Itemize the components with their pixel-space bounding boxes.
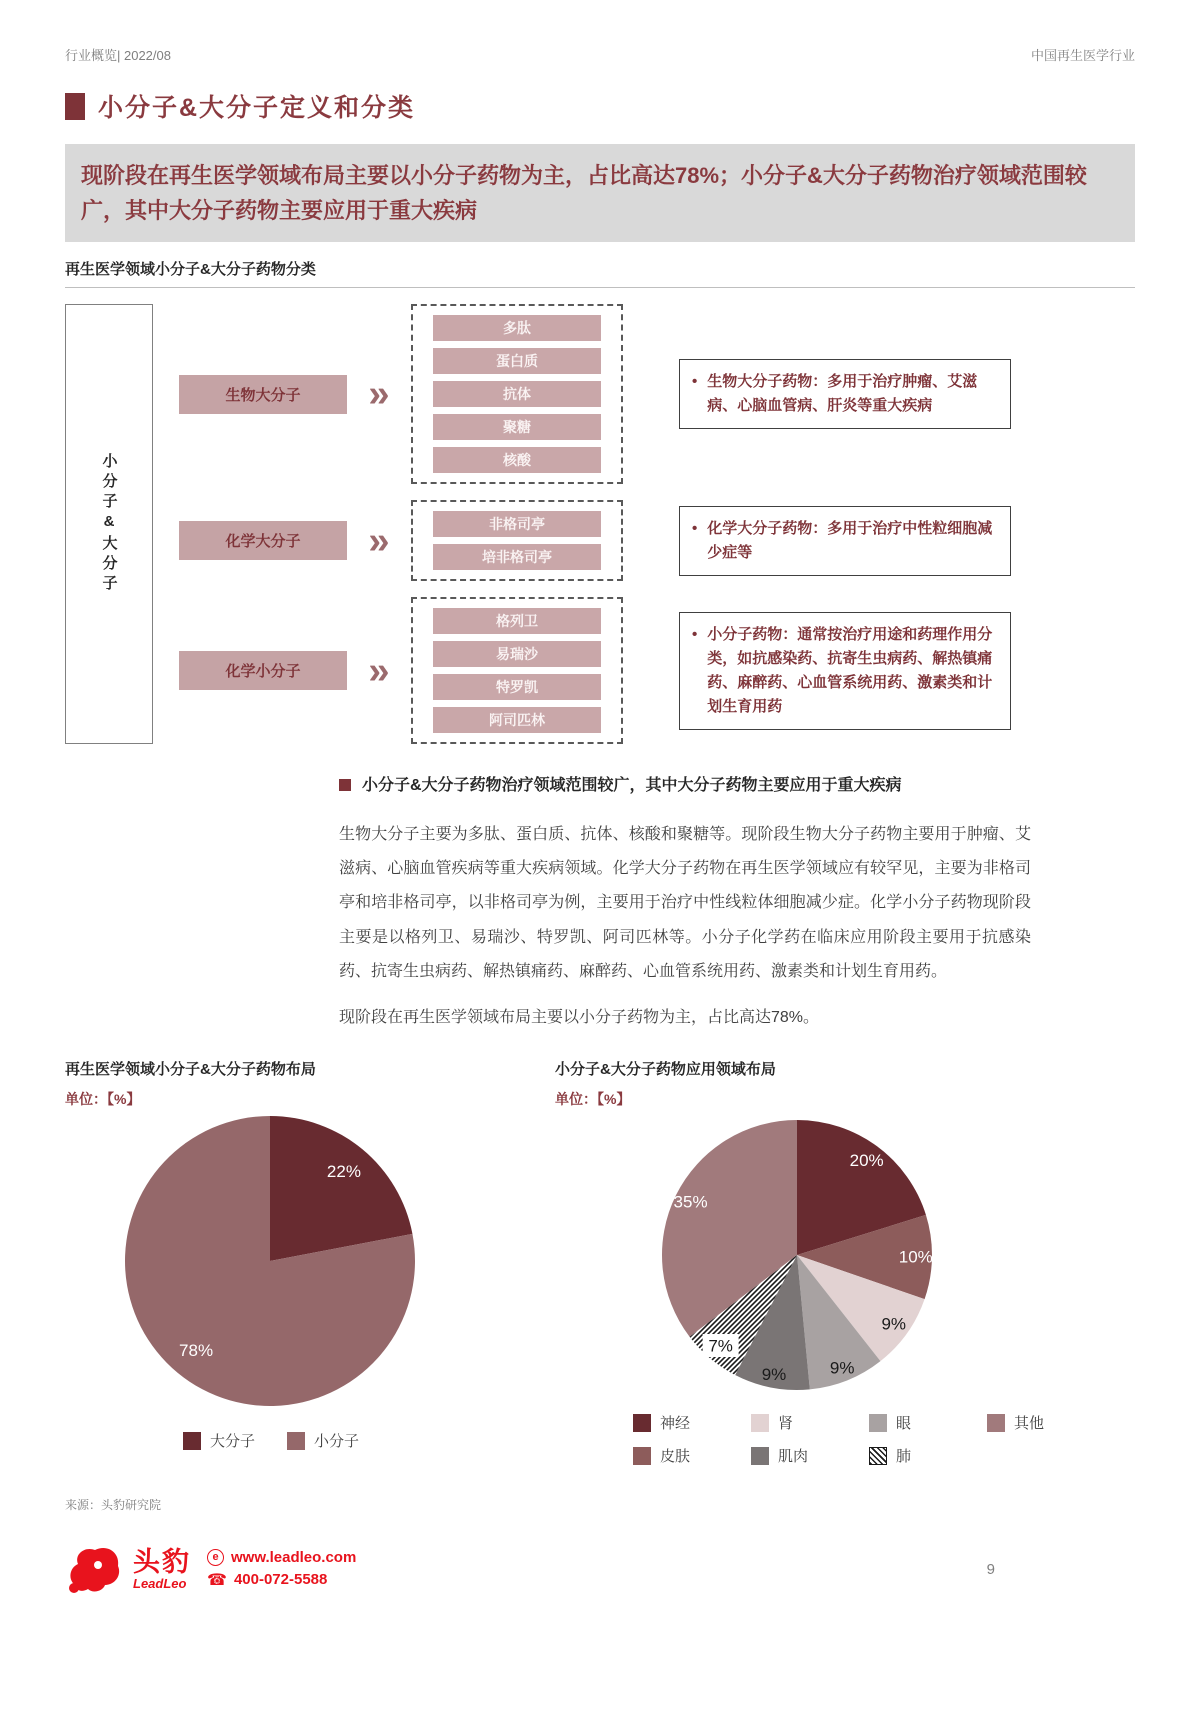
legend-item bbox=[869, 1445, 987, 1466]
legend-label: 大分子 bbox=[210, 1433, 256, 1451]
axis-label-box: 小分子&大分子 bbox=[65, 304, 153, 744]
chart-title: 再生医学领域小分子&大分子药物布局 bbox=[65, 1061, 316, 1079]
page-footer bbox=[65, 1543, 1135, 1595]
brand-name-cn: 头豹 bbox=[133, 1547, 191, 1578]
drug-pill: 阿司匹林 bbox=[433, 707, 601, 733]
source-note: 来源：头豹研究院 bbox=[65, 1498, 162, 1513]
key-finding-box: 现阶段在再生医学领域布局主要以小分子药物为主，占比高达78%；小分子&大分子药物治疗领域范围较广，其中大分子药物主要应用于重大疾病 bbox=[65, 144, 1135, 242]
pie-data-label: 78% bbox=[179, 1341, 214, 1361]
drug-examples-box bbox=[411, 597, 623, 744]
pie-data-label: 35% bbox=[673, 1193, 708, 1213]
pie-data-label: 9% bbox=[761, 1365, 787, 1385]
pie-data-label: 9% bbox=[881, 1314, 907, 1334]
legend-label: 肌肉 bbox=[778, 1448, 809, 1466]
classification-diagram bbox=[65, 304, 1135, 744]
legend-application-areas bbox=[633, 1412, 1135, 1466]
legend-molecule-layout bbox=[183, 1430, 555, 1451]
legend-label: 皮肤 bbox=[660, 1448, 691, 1466]
legend-item bbox=[287, 1430, 359, 1451]
page-number: 9 bbox=[986, 1560, 995, 1578]
drug-pill: 非格司亭 bbox=[433, 511, 601, 537]
chevron-right-icon: » bbox=[368, 519, 390, 562]
diagram-rows bbox=[179, 304, 1135, 744]
legend-label: 其他 bbox=[1014, 1415, 1045, 1433]
chart-unit-label: 单位：【%】 bbox=[65, 1091, 141, 1108]
legend-item bbox=[869, 1412, 987, 1433]
chart-molecule-layout bbox=[65, 1058, 555, 1466]
drug-pill: 核酸 bbox=[433, 447, 601, 473]
legend-item bbox=[633, 1445, 751, 1466]
diagram-title: 再生医学领域小分子&大分子药物分类 bbox=[65, 261, 316, 279]
chart-application-areas bbox=[555, 1058, 1135, 1466]
legend-swatch bbox=[869, 1447, 887, 1465]
drug-pill: 蛋白质 bbox=[433, 348, 601, 374]
phone-icon: ☎ bbox=[207, 1571, 227, 1589]
legend-swatch bbox=[633, 1447, 651, 1465]
drug-pill: 格列卫 bbox=[433, 608, 601, 634]
category-box: 化学大分子 bbox=[179, 521, 347, 560]
contact-block bbox=[207, 1549, 356, 1590]
legend-item bbox=[987, 1412, 1105, 1433]
leadleo-logo-icon bbox=[65, 1543, 123, 1595]
website-link[interactable]: www.leadleo.com bbox=[231, 1548, 357, 1566]
note-box bbox=[679, 359, 1011, 429]
header-industry-label: 中国再生医学行业 bbox=[1030, 48, 1135, 63]
drug-examples-box bbox=[411, 500, 623, 581]
pie-data-label: 9% bbox=[829, 1358, 855, 1378]
drug-pill: 聚糖 bbox=[433, 414, 601, 440]
body-paragraph: 生物大分子主要为多肽、蛋白质、抗体、核酸和聚糖等。现阶段生物大分子药物主要用于肿瘤、艾滋病、心脑血管疾病等重大疾病领域。化学大分子药物在再生医学领域应有较罕见，主要为非格司亭和培非格司亭，以非格司亭为例，主要用于治疗中性线粒体细胞减少症。化学小分子药物现阶段主要是以格列卫、易瑞沙、特罗凯、阿司匹林等。小分子化学药在临床应用阶段主要用于抗感染药、抗寄生虫病药、解热镇痛药、麻醉药、心血管系统用药、激素类和计划生育用药。 bbox=[339, 825, 1031, 981]
drug-pill: 抗体 bbox=[433, 381, 601, 407]
chart-unit-label: 单位：【%】 bbox=[555, 1091, 631, 1108]
category-box: 化学小分子 bbox=[179, 651, 347, 690]
legend-label: 小分子 bbox=[314, 1433, 360, 1451]
note-text: 生物大分子药物：多用于治疗肿瘤、艾滋病、心脑血管病、肝炎等重大疾病 bbox=[707, 373, 978, 415]
legend-item bbox=[751, 1445, 869, 1466]
section-heading-row bbox=[339, 772, 1031, 799]
pie-chart-molecule-layout bbox=[120, 1111, 420, 1411]
drug-pill: 培非格司亭 bbox=[433, 544, 601, 570]
drug-examples-box bbox=[411, 304, 623, 484]
page-header bbox=[65, 45, 1135, 64]
legend-label: 神经 bbox=[660, 1415, 691, 1433]
title-marker bbox=[65, 93, 85, 120]
brand-block bbox=[133, 1548, 191, 1590]
brand-name-en: LeadLeo bbox=[133, 1575, 187, 1591]
pie-chart-application-areas bbox=[657, 1115, 937, 1395]
pie-data-label: 22% bbox=[326, 1162, 361, 1182]
legend-item bbox=[633, 1412, 751, 1433]
legend-swatch bbox=[751, 1414, 769, 1432]
legend-swatch bbox=[751, 1447, 769, 1465]
pie-data-label: 7% bbox=[708, 1336, 733, 1356]
note-text: 化学大分子药物：多用于治疗中性粒细胞减少症等 bbox=[707, 519, 993, 561]
legend-swatch bbox=[987, 1414, 1005, 1432]
e-badge-icon: e bbox=[207, 1549, 224, 1566]
legend-swatch bbox=[869, 1414, 887, 1432]
pie-data-label: 10% bbox=[898, 1247, 933, 1267]
section-heading: 小分子&大分子药物治疗领域范围较广，其中大分子药物主要应用于重大疾病 bbox=[362, 777, 902, 795]
diagram-row bbox=[179, 597, 1135, 744]
drug-pill: 易瑞沙 bbox=[433, 641, 601, 667]
legend-swatch bbox=[633, 1414, 651, 1432]
bullet-marker bbox=[339, 779, 351, 791]
note-box bbox=[679, 506, 1011, 576]
legend-label: 肾 bbox=[778, 1415, 794, 1433]
diagram-row bbox=[179, 500, 1135, 581]
header-section-label: 行业概览| 2022/08 bbox=[65, 48, 171, 63]
page-title: 小分子&大分子定义和分类 bbox=[98, 94, 416, 122]
title-row bbox=[65, 88, 1135, 124]
legend-swatch bbox=[287, 1432, 305, 1450]
legend-swatch bbox=[183, 1432, 201, 1450]
drug-pill: 特罗凯 bbox=[433, 674, 601, 700]
body-paragraph: 现阶段在再生医学领域布局主要以小分子药物为主，占比高达78%。 bbox=[339, 1008, 820, 1026]
category-box: 生物大分子 bbox=[179, 375, 347, 414]
phone-number: 400-072-5588 bbox=[233, 1571, 328, 1589]
charts-section bbox=[65, 1058, 1135, 1466]
note-bullet: • bbox=[692, 625, 698, 643]
chevron-right-icon: » bbox=[368, 373, 390, 416]
note-box bbox=[679, 612, 1011, 730]
note-bullet: • bbox=[692, 373, 698, 391]
diagram-row bbox=[179, 304, 1135, 484]
legend-label: 眼 bbox=[896, 1415, 912, 1433]
pie-data-label: 20% bbox=[849, 1151, 884, 1171]
legend-item bbox=[751, 1412, 869, 1433]
chart-title: 小分子&大分子药物应用领域布局 bbox=[555, 1061, 776, 1079]
note-bullet: • bbox=[692, 519, 698, 537]
chevron-right-icon: » bbox=[368, 649, 390, 692]
note-text: 小分子药物：通常按治疗用途和药理作用分类，如抗感染药、抗寄生虫病药、解热镇痛药、麻醉药、心血管系统用药、激素类和计划生育用药 bbox=[707, 625, 993, 715]
drug-pill: 多肽 bbox=[433, 315, 601, 341]
divider-line bbox=[65, 287, 1135, 288]
legend-item bbox=[183, 1430, 255, 1451]
legend-label: 肺 bbox=[896, 1448, 912, 1466]
